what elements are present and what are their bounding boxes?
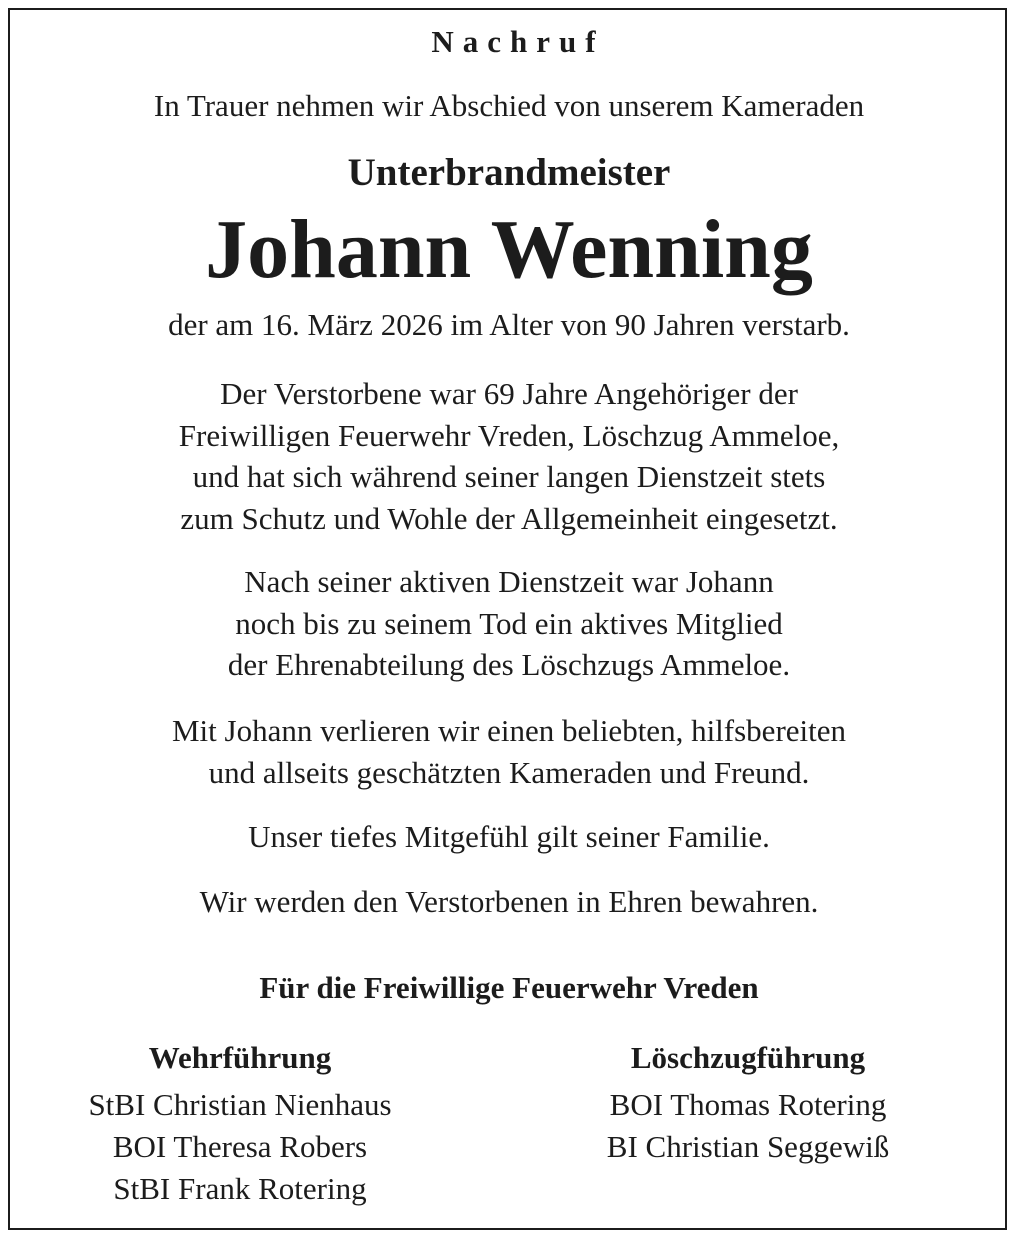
paragraph-honor [0, 881, 1018, 923]
signatory-name: BI Christian Seggewiß [606, 1129, 890, 1164]
signatory-name: StBI Frank Rotering [113, 1171, 367, 1206]
intro-line: In Trauer nehmen wir Abschied von unserem Kameraden [153, 88, 865, 123]
signature-title: Löschzugführung [630, 1040, 866, 1075]
paragraph-tribute [0, 710, 1018, 793]
paragraph-line: Mit Johann verlieren wir einen beliebten, hilfsbereiten [171, 713, 847, 748]
signatory-name: BOI Theresa Robers [112, 1129, 368, 1164]
paragraph-condolence [0, 816, 1018, 858]
paragraph-line: Wir werden den Verstorbenen in Ehren bewahren. [199, 884, 819, 919]
notice-heading: Nachruf [431, 24, 605, 59]
paragraph-honorary [0, 561, 1018, 686]
deceased-name: Johann Wenning [205, 203, 813, 296]
organization-line: Für die Freiwillige Feuerwehr Vreden [259, 970, 759, 1005]
paragraph-line: Nach seiner aktiven Dienstzeit war Johann [244, 564, 774, 599]
paragraph-line: Der Verstorbene war 69 Jahre Angehöriger der [220, 376, 798, 411]
paragraph-service [0, 373, 1018, 539]
signature-block-wehrfuehrung [40, 1037, 440, 1210]
paragraph-line: Freiwilligen Feuerwehr Vreden, Löschzug Ammeloe, [178, 417, 840, 453]
signature-block-loeschzugfuehrung [548, 1037, 948, 1168]
death-line: der am 16. März 2026 im Alter von 90 Jahren verstarb. [168, 307, 850, 342]
paragraph-line: und allseits geschätzten Kameraden und Freund. [208, 754, 810, 790]
signatory-name: StBI Christian Nienhaus [88, 1087, 392, 1122]
paragraph-line: zum Schutz und Wohle der Allgemeinheit eingesetzt. [180, 500, 838, 536]
paragraph-line: noch bis zu seinem Tod ein aktives Mitglied [235, 605, 783, 641]
paragraph-line: Unser tiefes Mitgefühl gilt seiner Familie. [248, 819, 770, 854]
signature-title: Wehrführung [148, 1040, 332, 1075]
signatory-name: BOI Thomas Rotering [609, 1087, 887, 1122]
paragraph-line: und hat sich während seiner langen Dienstzeit stets [192, 459, 826, 494]
paragraph-line: der Ehrenabteilung des Löschzugs Ammeloe. [227, 647, 791, 682]
deceased-rank: Unterbrandmeister [347, 151, 671, 194]
